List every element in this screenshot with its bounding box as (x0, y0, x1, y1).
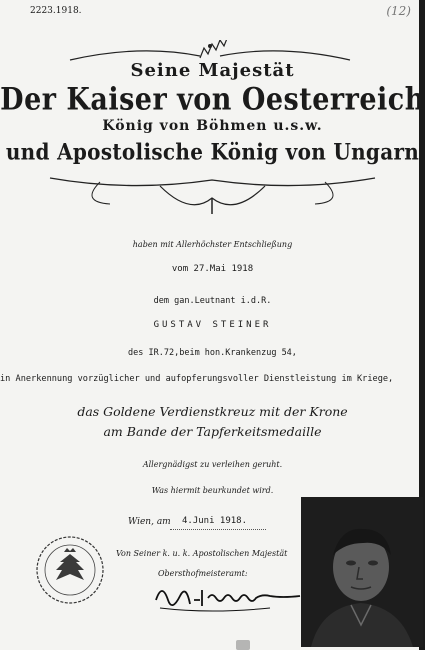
imperial-seal-icon (34, 534, 106, 606)
recipient-unit: des IR.72,beim hon.Krankenzug 54, (128, 348, 297, 358)
place-text: Wien, am (128, 517, 171, 527)
award-line-2: am Bande der Tapferkeitsmedaille (103, 424, 322, 439)
title-line-2: Der Kaiser von Oesterreich (0, 81, 425, 118)
reference-number: 2223.1918. (30, 6, 82, 16)
recipient-name: GUSTAV STEINER (153, 320, 272, 330)
title-line-4: und Apostolische König von Ungarn (5, 138, 420, 166)
grant-text: Allergnädigst zu verleihen geruht. (142, 460, 283, 469)
signature-icon (150, 578, 310, 618)
resolution-date: vom 27.Mai 1918 (171, 264, 254, 274)
recipient-rank: dem gan.Leutnant i.d.R. (153, 296, 272, 306)
flourish-ornament-icon (40, 172, 385, 220)
confirmation-text: Was hiermit beurkundet wird. (151, 486, 274, 495)
merit-statement: in Anerkennung vorzüglicher und aufopferungsvoller Dienstleistung im Kriege, (0, 374, 394, 384)
stamp-mark (236, 640, 250, 650)
office-text: Obersthofmeisteramt: (158, 569, 248, 578)
title-line-3: König von Böhmen u.s.w. (102, 118, 323, 134)
resolution-text: haben mit Allerhöchster Entschließung (132, 240, 293, 249)
portrait-photo-icon (301, 497, 423, 647)
by-order-text: Von Seiner k. u. k. Apostolischen Majestät (116, 549, 288, 558)
title-line-1: Seine Majestät (130, 60, 295, 81)
award-line-1: das Goldene Verdienstkreuz mit der Krone (77, 404, 348, 419)
corner-note: (12) (386, 4, 411, 18)
issue-date: 4.Juni 1918. (182, 516, 248, 526)
date-underline (170, 529, 266, 530)
